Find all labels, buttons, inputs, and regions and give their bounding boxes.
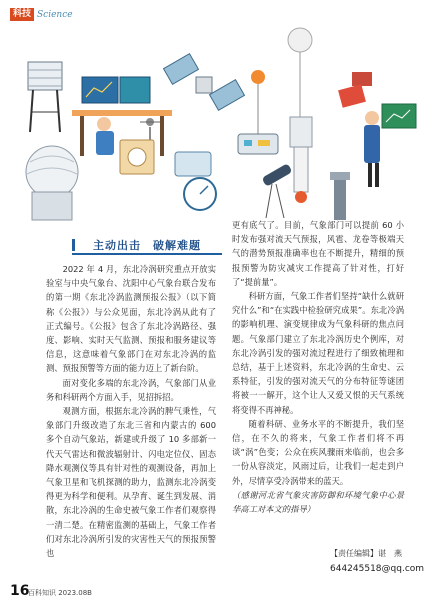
weather-balloon-icon — [288, 28, 312, 203]
telescope-icon — [262, 163, 293, 218]
editor-email: 644245518@qq.com — [330, 564, 425, 574]
right-column — [232, 218, 404, 516]
paragraph: 观测方面，根据东北冷涡的脾气秉性，气象部门升级改造了东北三省和内蒙古的 600 多个自动气象站，新建或升级了 10 多部新一代天气雷达和微波辐射计、闪电定位仪、固态降水观测仪等具有针对性的观测设备，再加上气象卫星和飞机探测的助力，监测东北冷涡变得更为科学和便利。从孕育、诞生到发展、消散，东北冷涡的生命史被气象工作者们观察得一清二楚。在精密监测的基础上，气象工作者们对东北冷涡所引发的灾害性天气的预报预警也 — [46, 406, 216, 559]
magazine-issue: 百科知识 2023.08B — [28, 589, 92, 597]
paragraph: 面对变化多端的东北冷涡，气象部门从业务和科研两个方面入手，见招拆招。 — [46, 377, 216, 402]
left-column — [46, 262, 216, 560]
source-note: （感谢河北省气象灾害防御和环境气象中心景华高工对本文的指导） — [232, 489, 404, 515]
subheading-text: 主动出击 破解难题 — [93, 239, 201, 252]
radar-dome-icon — [26, 146, 78, 220]
subheading-underline — [72, 253, 222, 255]
anemometer-icon — [120, 118, 160, 174]
pedestal-icon — [330, 172, 350, 220]
section-label-cn: 科技 — [10, 8, 34, 21]
section-label-en: Science — [37, 9, 73, 20]
paragraph: 随着科研、业务水平的不断提升，我们坚信，在不久的将来，气象工作者们将不再谈“涡”色变；公众在疾风骤雨来临前，也会多一份从容淡定，风雨过后，让我们一起走到户外，尽情享受冷涡带来的蓝天。 — [232, 418, 404, 486]
editor-label: 【责任编辑】谌 燕 — [330, 549, 402, 558]
page-number: 16 — [10, 583, 30, 599]
scientist-icon — [338, 72, 416, 187]
section-tag — [10, 8, 73, 21]
satellite-icon — [164, 54, 245, 111]
paragraph: 2022 年 4 月，东北冷涡研究重点开放实验室与中央气象台、沈阳中心气象台联合发布的第一期《东北冷涡监测预报公报》（以下简称《公报》）与公众见面，东北冷涡从此有了正式编号。《公报》包含了东北冷涡路径、强度、影响、实时天气监测、预报和服务建议等信息，这意味着气象部门在对东北冷涡的监测、预报预警等方面的能力迈上了新台阶。 — [46, 264, 216, 374]
subheading — [72, 237, 222, 253]
subheading-bar — [72, 239, 75, 251]
paragraph: 科研方面，气象工作者们坚持“缺什么就研究什么”和“在实践中检验研究成果”。东北冷涡的影响机理、演变规律成为气象科研的焦点问题。气象部门建立了东北冷涡历史个例库，对东北冷涡引发的强对流过程进行了细致梳理和总结，基于上述资料，东北冷涡的生命史、云系特征，引发的强对流天气的分布特征等谜团将被一一解开，这个让人又爱又恨的天气系统将变得不再神秘。 — [232, 291, 404, 415]
weather-shelter-icon — [28, 62, 62, 132]
weather-equipment-illustration — [0, 22, 427, 234]
gauge-icon — [175, 152, 216, 210]
editor-credit — [330, 548, 402, 559]
paragraph: 更有底气了。目前，气象部门可以提前 60 小时发布强对流天气预报，风雹、龙卷等极端天气的潜势预报准确率也在不断提升，精细的预报预警为防灾减灾工作提高了针对性，打好了“提前量”。 — [232, 220, 404, 287]
sensor-post-icon — [238, 70, 278, 154]
